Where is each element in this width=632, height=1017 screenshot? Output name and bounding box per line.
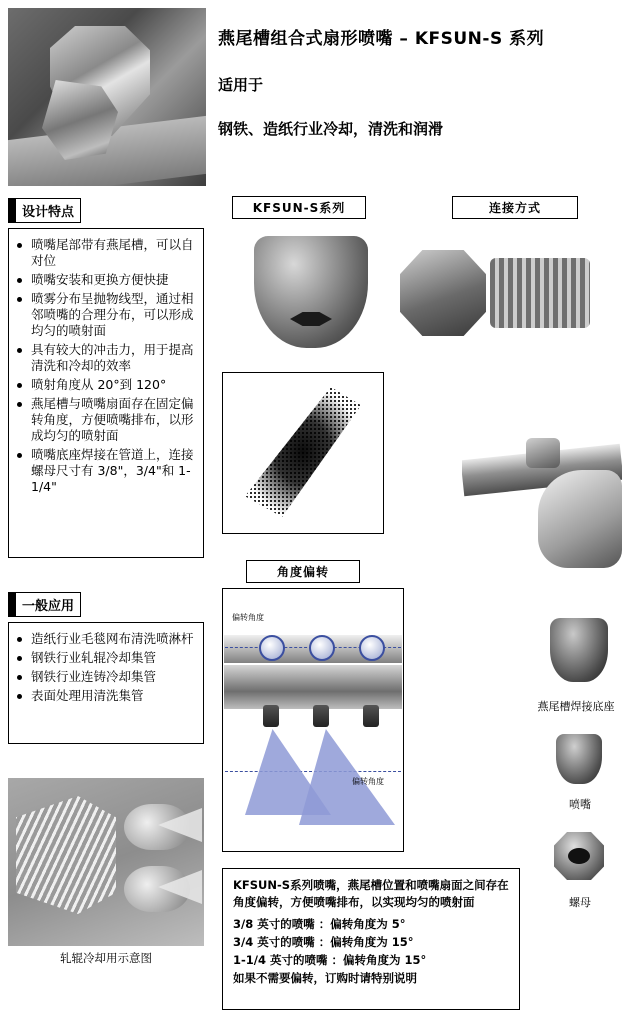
series-caption: KFSUN-S系列 xyxy=(232,196,366,219)
angle-deflection-diagram xyxy=(222,588,404,852)
list-item: 喷嘴底座焊接在管道上，连接螺母尺寸有 3/8"，3/4"和 1-1/4" xyxy=(15,447,197,495)
list-item: 喷射角度从 20°到 120° xyxy=(15,377,197,393)
connection-nut-shape xyxy=(400,250,486,336)
weld-seat-shape xyxy=(550,618,608,682)
nozzle-stub-1 xyxy=(263,705,279,727)
series-nozzle-body-shape xyxy=(254,236,368,348)
connection-thread-shape xyxy=(490,258,590,328)
angle-label-right: 偏转角度 xyxy=(352,777,384,786)
page-title: 燕尾槽组合式扇形喷嘴 – KFSUN-S 系列 xyxy=(218,29,545,49)
hand-shape xyxy=(538,470,622,568)
header-subtitle-2: 钢铁、造纸行业冷却，清洗和润滑 xyxy=(218,120,444,138)
list-item: 喷嘴安装和更换方便快捷 xyxy=(15,272,197,288)
roller-diagram-caption: 轧辊冷却用示意图 xyxy=(60,951,152,965)
list-item: 表面处理用清洗集管 xyxy=(15,688,197,704)
design-features-list xyxy=(15,237,197,495)
list-item: 具有较大的冲击力，用于提高清洗和冷却的效率 xyxy=(15,342,197,374)
general-application-box xyxy=(8,622,204,744)
nut-bore-shape xyxy=(568,848,590,864)
note-line: 如果不需要偏转，订购时请特别说明 xyxy=(233,971,417,985)
nozzle-stub-3 xyxy=(363,705,379,727)
design-features-box xyxy=(8,228,204,558)
dovetail-circle-2 xyxy=(309,635,335,661)
design-features-heading: 设计特点 xyxy=(8,198,81,223)
nozzle-stub-2 xyxy=(313,705,329,727)
note-line: 3/8 英寸的喷嘴 ：偏转角度为 5° xyxy=(233,917,406,931)
spray-droplets-texture xyxy=(245,387,361,517)
mounted-nozzle-shape xyxy=(526,438,560,468)
roller-cooling-diagram-image xyxy=(8,778,204,946)
nozzle-part-caption: 喷嘴 xyxy=(569,798,591,811)
dovetail-circle-3 xyxy=(359,635,385,661)
hero-nozzle-photo xyxy=(8,8,206,186)
installation-hand-photo xyxy=(462,398,622,570)
connection-photo xyxy=(394,224,594,366)
nut-part-caption: 螺母 xyxy=(569,896,591,909)
dovetail-circle-1 xyxy=(259,635,285,661)
list-item: 钢铁行业连铸冷却集管 xyxy=(15,669,197,685)
note-line: 1-1/4 英寸的喷嘴 ：偏转角度为 15° xyxy=(233,953,427,967)
nut-part-photo xyxy=(548,824,610,890)
nozzle-part-shape xyxy=(556,734,602,784)
manifold-mid-band xyxy=(224,665,402,709)
list-item: 喷雾分布呈抛物线型，通过相邻喷嘴的合理分布，可以形成均匀的喷射面 xyxy=(15,291,197,339)
series-nozzle-photo xyxy=(232,224,390,366)
roller-brush-shape xyxy=(16,796,116,914)
deflection-note-box xyxy=(222,868,520,1010)
list-item: 喷嘴尾部带有燕尾槽，可以自对位 xyxy=(15,237,197,269)
general-application-list xyxy=(15,631,197,704)
note-lead-text: KFSUN-S系列喷嘴，燕尾槽位置和喷嘴扇面之间存在角度偏转，方便喷嘴排布，以实现均匀的喷射面 xyxy=(233,878,509,909)
list-item: 燕尾槽与喷嘴扇面存在固定偏转角度，方便喷嘴排布，以形成均匀的喷射面 xyxy=(15,396,197,444)
weld-seat-photo xyxy=(540,612,618,690)
header-subtitle-1: 适用于 xyxy=(218,76,264,94)
nozzle-part-photo xyxy=(548,728,610,790)
axis-dashed-line-bottom xyxy=(225,771,401,772)
general-application-heading: 一般应用 xyxy=(8,592,81,617)
angle-caption: 角度偏转 xyxy=(246,560,360,583)
list-item: 造纸行业毛毯网布清洗喷淋杆 xyxy=(15,631,197,647)
angle-label-left: 偏转角度 xyxy=(232,613,264,622)
weld-seat-caption: 燕尾槽焊接底座 xyxy=(537,700,615,713)
note-line: 3/4 英寸的喷嘴 ：偏转角度为 15° xyxy=(233,935,414,949)
connection-caption: 连接方式 xyxy=(452,196,578,219)
list-item: 钢铁行业轧辊冷却集管 xyxy=(15,650,197,666)
spray-pattern-photo xyxy=(222,372,384,534)
